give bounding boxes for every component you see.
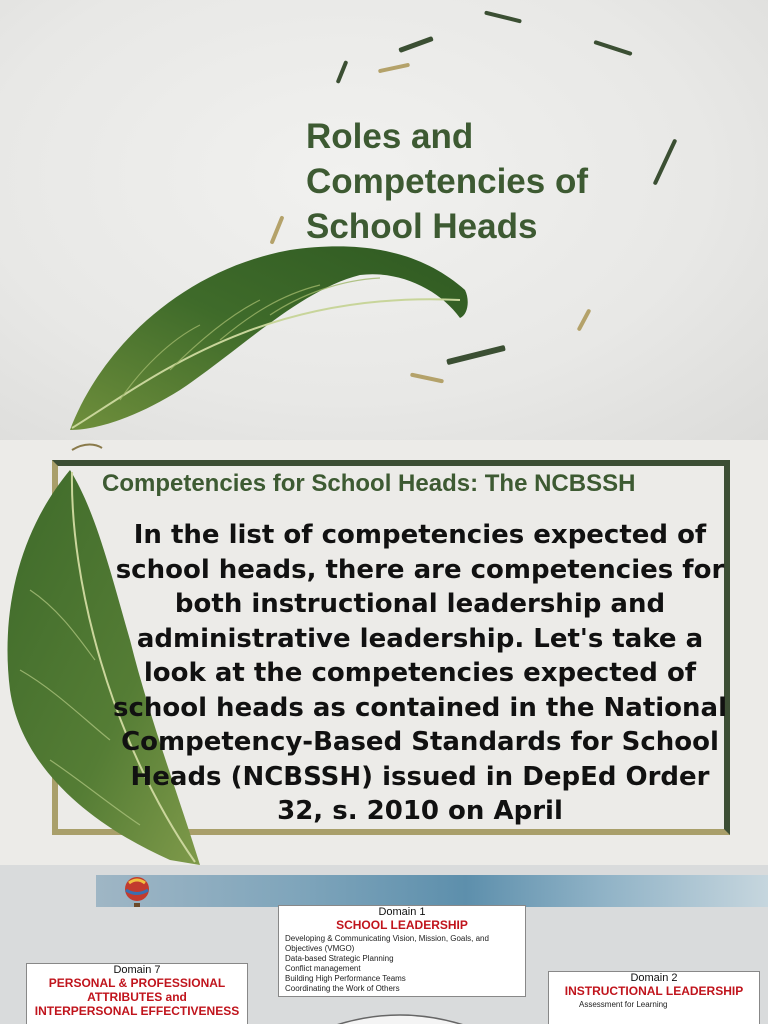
domain1-label: Domain 1 xyxy=(378,906,426,918)
domain2-list xyxy=(549,1000,759,1010)
list-item: Conflict management xyxy=(285,964,361,973)
domain7-heading-line: ATTRIBUTES and xyxy=(87,990,187,1004)
decorative-dash xyxy=(484,10,522,23)
list-item: Building High Performance Teams xyxy=(285,974,406,983)
domain7-heading-line: INTERPERSONAL EFFECTIVENESS xyxy=(34,1004,240,1018)
domain1-heading: SCHOOL LEADERSHIP xyxy=(336,918,468,932)
leaf-illustration xyxy=(60,230,480,440)
slide-subtitle: Competencies for School Heads: The NCBSSH xyxy=(102,470,636,497)
decorative-dash xyxy=(577,308,592,331)
slide-body-text: In the list of competencies expected of school heads, there are competencies for both instructional leadership and administrative leadership. Let's take a look at the competencies expected of school heads as contained in the National Competency-Based Standards for School Heads (NCBSSH) issued in DepEd Order 32, s. 2010 on April xyxy=(112,520,728,826)
domains-slide xyxy=(0,865,768,1024)
decorative-dash xyxy=(336,60,349,84)
domain2-box xyxy=(548,971,760,1024)
list-item: Developing & Communicating Vision, Mission, Goals, and Objectives (VMGO) xyxy=(285,934,489,953)
domain7-heading-line: PERSONAL & PROFESSIONAL xyxy=(48,976,226,990)
center-circle-arc xyxy=(300,1005,500,1024)
domain1-list xyxy=(279,934,525,994)
title-slide xyxy=(0,0,768,440)
title-line: School Heads xyxy=(306,207,538,246)
domain2-label: Domain 2 xyxy=(630,972,678,984)
domain1-box xyxy=(278,905,526,997)
domain7-box xyxy=(26,963,248,1024)
list-item: Coordinating the Work of Others xyxy=(285,984,400,993)
title-line: Competencies of xyxy=(306,162,588,201)
decorative-dash xyxy=(398,36,434,53)
title-line: Roles and xyxy=(306,117,474,156)
list-item: Data-based Strategic Planning xyxy=(285,954,394,963)
content-slide xyxy=(0,440,768,865)
list-item: Assessment for Learning xyxy=(579,1000,668,1009)
page-title xyxy=(306,114,646,249)
hot-air-balloon-icon xyxy=(120,875,154,909)
domain2-heading: INSTRUCTIONAL LEADERSHIP xyxy=(564,984,744,998)
header-banner xyxy=(96,875,768,907)
decorative-dash xyxy=(593,40,632,56)
domain7-label: Domain 7 xyxy=(113,964,161,976)
decorative-dash xyxy=(378,63,410,74)
decorative-dash xyxy=(653,138,678,185)
